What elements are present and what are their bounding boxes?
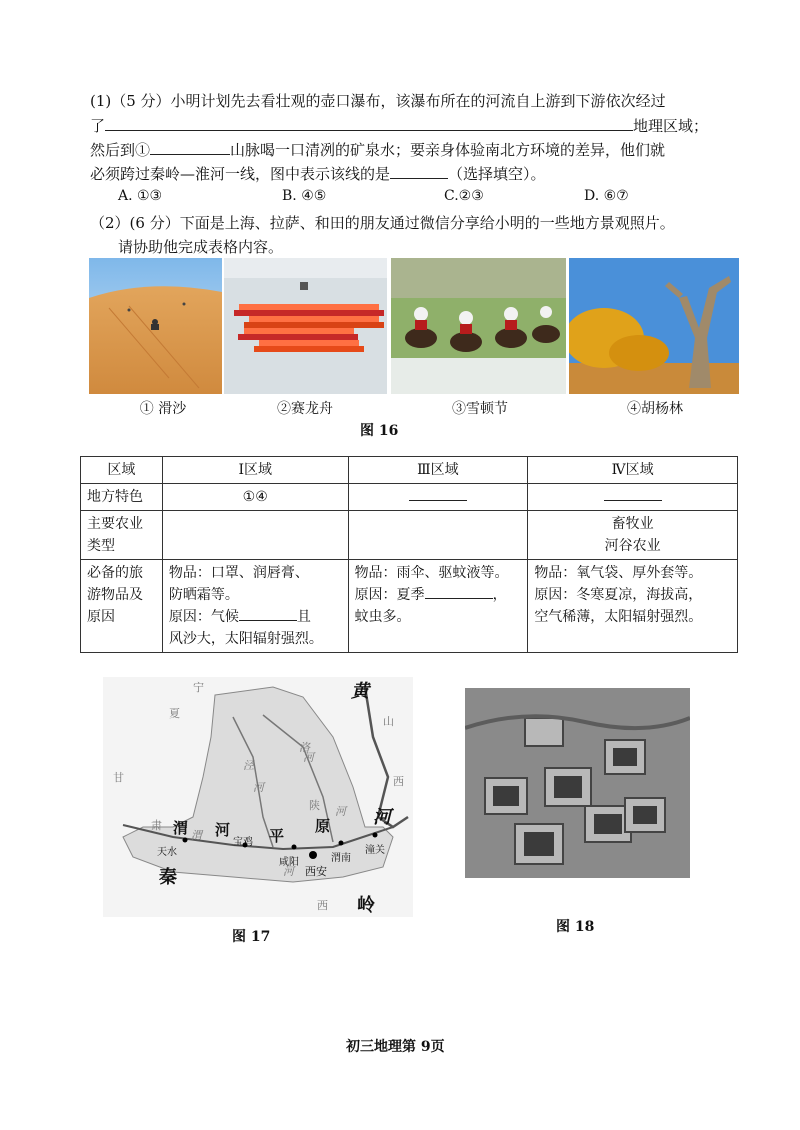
row-label (81, 560, 163, 653)
map-label: 河 (303, 751, 314, 764)
photo-caption-1: ① 滑沙 (139, 401, 187, 417)
cell-line: 物品：雨伞、驱蚊液等。 (354, 565, 509, 581)
cell-line (169, 606, 342, 628)
cell-line: 蚊虫多。 (354, 609, 411, 625)
figure-18-label: 图 18 (556, 919, 595, 935)
photo-caption-4: ④胡杨林 (627, 401, 683, 417)
city-label-tongguan: 潼关 (365, 845, 385, 856)
map-label: 河 (283, 865, 294, 878)
table-header-cell: Ⅳ区域 (528, 457, 738, 484)
map-label: 平 (269, 827, 285, 845)
sunken-courtyard-aerial-photo (465, 688, 690, 878)
region-table (80, 456, 738, 653)
map-label: 河 (215, 821, 231, 839)
figure-16-label: 图 16 (360, 423, 399, 439)
answer-blank-mountain[interactable] (150, 139, 230, 155)
q1-line2-prefix: 了 (90, 117, 106, 135)
sand-dune-slide-photo (89, 258, 222, 394)
cell-text: ， (492, 587, 507, 603)
q1-line2-suffix: 地理区域； (633, 117, 709, 135)
cell-line: 畜牧业 (611, 516, 654, 532)
row-label: 地方特色 (81, 484, 163, 511)
map-label-ling: 岭 (357, 895, 375, 916)
row-label (81, 511, 163, 560)
answer-blank[interactable] (239, 606, 297, 621)
table-cell (348, 484, 528, 511)
map-label: 河 (335, 805, 346, 818)
option-b: B. ④⑤ (282, 188, 327, 204)
option-a: A. ①③ (118, 188, 163, 204)
table-cell[interactable] (348, 511, 528, 560)
q1-line4-suffix: （选择填空）。 (448, 165, 546, 183)
row-label-line: 类型 (87, 538, 115, 554)
table-header-cell: Ⅲ区域 (348, 457, 528, 484)
photo-caption-2: ②赛龙舟 (277, 401, 333, 417)
map-label: 洛 (299, 741, 310, 754)
table-row (81, 484, 738, 511)
table-cell (162, 560, 348, 653)
answer-blank-regions[interactable] (105, 115, 633, 131)
shoton-festival-horse-riders-photo (391, 258, 566, 394)
row-label-line: 主要农业 (87, 516, 143, 532)
map-label: 西 (393, 775, 404, 788)
q1-line4 (90, 163, 546, 185)
city-label-xianyang: 咸阳 (279, 857, 299, 868)
table-cell: ①④ (162, 484, 348, 511)
map-label-river: 河 (373, 807, 391, 828)
table-header-row (81, 457, 738, 484)
q1-line2 (90, 115, 708, 137)
map-label: 渭 (191, 829, 202, 842)
map-label: 夏 (169, 707, 180, 720)
cell-line: 物品：口罩、润唇膏、 (168, 565, 309, 581)
map-label: 肃 (151, 819, 162, 832)
map-label: 河 (253, 781, 264, 794)
table-cell (528, 511, 738, 560)
table-cell (528, 484, 738, 511)
option-d: D. ⑥⑦ (584, 188, 629, 204)
populus-euphratica-tree-photo (569, 258, 739, 394)
map-label: 陕 (309, 799, 320, 812)
map-label: 原 (315, 817, 331, 835)
cell-line: 物品：氧气袋、厚外套等。 (534, 565, 703, 581)
map-label: 西 (317, 899, 328, 912)
row-label-line: 游物品及 (87, 587, 143, 603)
cell-text: 且 (296, 609, 311, 625)
cell-line: 风沙大，太阳辐射强烈。 (168, 631, 323, 647)
table-row (81, 560, 738, 653)
cell-text: 原因：夏季 (354, 587, 425, 603)
row-label-line: 必备的旅 (87, 565, 143, 581)
photo-caption-3: ③雪顿节 (452, 401, 508, 417)
answer-blank-choice[interactable] (390, 163, 448, 179)
q1-line3 (90, 139, 665, 161)
table-cell (348, 560, 528, 653)
table-header-cell: 区域 (81, 457, 163, 484)
cell-line: 原因：冬寒夏凉，海拔高， (534, 587, 703, 603)
map-label: 宁 (193, 681, 204, 694)
answer-blank[interactable] (425, 584, 493, 599)
table-cell[interactable] (162, 511, 348, 560)
q2-line1: （2）(6 分）下面是上海、拉萨、和田的朋友通过微信分享给小明的一些地方景观照片。 (90, 214, 675, 232)
map-label: 渭 (173, 819, 189, 837)
q1-line1: (1)（5 分）小明计划先去看壮观的壶口瀑布，该瀑布所在的河流自上游到下游依次经过 (90, 92, 666, 110)
answer-blank[interactable] (409, 486, 467, 501)
page-footer: 初三地理第 9页 (346, 1039, 445, 1055)
map-label: 甘 (113, 771, 124, 784)
row-label-line: 原因 (87, 609, 115, 625)
dragon-boat-race-photo (224, 258, 387, 394)
figure-17-label: 图 17 (232, 929, 271, 945)
map-label: 山 (383, 715, 394, 728)
cell-line: 河谷农业 (604, 538, 661, 554)
table-row (81, 511, 738, 560)
cell-text: 原因：气候 (168, 609, 239, 625)
city-label-weinan: 渭南 (331, 853, 351, 864)
map-label-yellow-river: 黄 (351, 681, 369, 702)
q1-line3-prefix: 然后到① (90, 141, 151, 159)
city-label-tianshui: 天水 (157, 847, 177, 858)
cell-line: 防晒霜等。 (168, 587, 239, 603)
cell-line: 空气稀薄，太阳辐射强烈。 (534, 609, 703, 625)
map-label-qin: 秦 (159, 867, 177, 888)
option-c: C.②③ (444, 188, 484, 204)
weihe-plain-map (103, 677, 413, 917)
map-label: 泾 (243, 759, 254, 772)
answer-blank[interactable] (604, 486, 662, 501)
cell-line (355, 584, 522, 606)
q1-line4-prefix: 必须跨过秦岭—淮河一线，图中表示该线的是 (90, 165, 391, 183)
city-label-xian: 西安 (305, 865, 327, 878)
table-cell (528, 560, 738, 653)
q1-line3-suffix: 山脉喝一口清冽的矿泉水；要亲身体验南北方环境的差异，他们就 (230, 141, 666, 159)
table-header-cell: Ⅰ区域 (162, 457, 348, 484)
q2-line2: 请协助他完成表格内容。 (118, 238, 284, 256)
city-label-baoji: 宝鸡 (233, 837, 253, 848)
